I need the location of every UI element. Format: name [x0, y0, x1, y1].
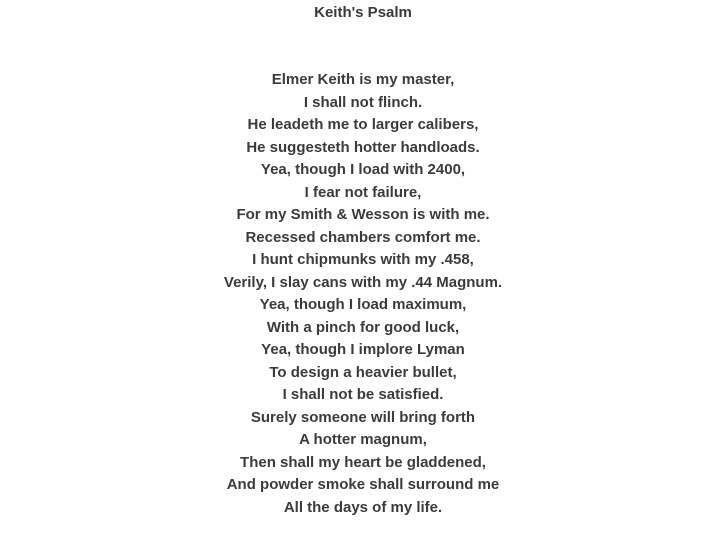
- poem-line: With a pinch for good luck,: [266, 318, 460, 336]
- poem-body: [0, 69, 710, 519]
- poem-line: For my Smith & Wesson is with me.: [236, 206, 490, 223]
- poem-line: I shall not flinch.: [303, 93, 423, 111]
- poem-line: To design a heavier bullet,: [269, 363, 457, 381]
- poem-line: Yea, though I load maximum,: [259, 296, 467, 313]
- poem-line: Recessed chambers comfort me.: [245, 228, 481, 246]
- poem-line: All the days of my life.: [283, 498, 443, 516]
- document-title: Keith's Psalm: [314, 4, 412, 21]
- poem-line: Surely someone will bring forth: [250, 408, 476, 426]
- poem-line: I fear not failure,: [304, 183, 422, 201]
- poem-line: And powder smoke shall surround me: [226, 476, 500, 493]
- poem-line: Yea, though I load with 2400,: [260, 161, 466, 178]
- poem-line: Verily, I slay cans with my .44 Magnum.: [223, 273, 503, 291]
- poem-line: He leadeth me to larger calibers,: [247, 116, 479, 133]
- poem-line: I shall not be satisfied.: [282, 386, 444, 403]
- poem-line: Then shall my heart be gladdened,: [240, 453, 486, 471]
- poem-line: A hotter magnum,: [299, 431, 427, 448]
- poem-line: Yea, though I implore Lyman: [261, 341, 465, 358]
- poem-line: I hunt chipmunks with my .458,: [252, 251, 474, 268]
- poem-line: He suggesteth hotter handloads.: [246, 138, 480, 156]
- poem-line: Elmer Keith is my master,: [271, 71, 455, 88]
